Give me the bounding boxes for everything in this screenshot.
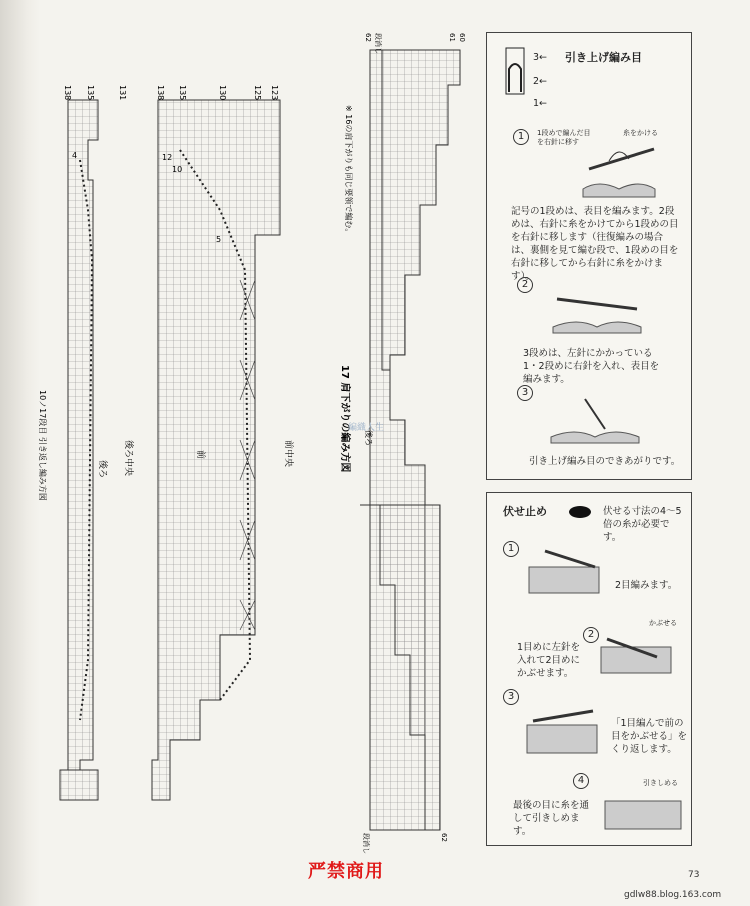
pull-up-step1-num: 1 [513, 129, 529, 145]
shoulder-top-2: 61 [448, 33, 456, 42]
pull-up-step3-num: 3 [517, 385, 533, 401]
site-url: gdlw88.blog.163.com [624, 890, 722, 900]
shoulder-chart [320, 25, 480, 854]
left-count-7: 123 [270, 85, 279, 101]
pull-up-title: 引き上げ編み目 [565, 51, 642, 64]
pull-up-row-3: 3← [533, 52, 548, 63]
pull-up-step2-num: 2 [517, 277, 533, 293]
left-row-mark-0: 4 [72, 151, 78, 160]
left-count-1: 135 [86, 85, 95, 101]
left-count-3: 138 [156, 85, 165, 101]
pull-up-step1-illustration [579, 139, 659, 199]
bind-off-title: 伏せ止め [503, 505, 547, 518]
shoulder-top-1: 段消し [374, 33, 382, 54]
front-center-label: 前中央 [283, 440, 293, 468]
pull-up-step2-illustration [547, 279, 647, 335]
shoulder-top-3: 60 [458, 33, 466, 42]
bind-off-intro: 伏せる寸法の4〜5倍の糸が必要です。 [603, 506, 682, 543]
left-row-mark-2: 10 [172, 165, 183, 174]
left-knitting-chart [40, 60, 310, 830]
bind-off-step4-illustration [601, 783, 687, 839]
stamp: 編織人生 [348, 423, 385, 433]
pull-up-row-2: 2← [533, 76, 548, 87]
left-count-2: 131 [118, 85, 127, 101]
pull-up-symbol-icon [505, 47, 525, 95]
left-row-mark-3: 5 [216, 235, 222, 244]
bind-off-step2-illustration [597, 627, 677, 677]
left-count-6: 125 [253, 85, 262, 101]
pull-up-step3-text: 引き上げ編み目のできあがりです。 [529, 456, 681, 467]
front-label: 前 [195, 450, 205, 460]
pull-up-stitch-box [486, 32, 692, 480]
bind-off-step4-tag: 引きしめる [643, 779, 678, 787]
left-row-mark-1: 12 [162, 153, 173, 162]
bind-off-step1-num: 1 [503, 541, 519, 557]
bind-off-step2-text: 1目めに左針を入れて2目めにかぶせます。 [517, 642, 581, 679]
shoulder-note: ※ 16の肩下がりも同じ要領で編む。 [344, 105, 353, 237]
bind-off-step2-tag: かぶせる [649, 619, 677, 627]
back-chart-grid [68, 100, 98, 770]
back-label: 後ろ [97, 460, 107, 479]
back-center-label: 後ろ中央 [123, 440, 133, 477]
left-count-0: 138 [63, 85, 72, 101]
bind-off-step1-text: 2目編みます。 [615, 580, 678, 591]
left-count-4: 135 [178, 85, 187, 101]
bind-off-step2-num: 2 [583, 627, 599, 643]
left-chart-caption: 10ノ17段目 引き返し編み方図 [38, 390, 47, 501]
left-count-5: 130 [218, 85, 227, 101]
bind-off-step3-illustration [523, 701, 603, 757]
bind-off-step4-num: 4 [573, 773, 589, 789]
shoulder-chart-title: 17 肩下がりの編み方図 [339, 365, 350, 473]
bind-off-symbol-icon [565, 505, 595, 519]
shoulder-back-label: 後ろ [364, 430, 373, 446]
bind-off-box [486, 492, 692, 846]
pull-up-step2-text: 3段めは、左針にかかっている1・2段めに右針を入れ、表目を編みます。 [523, 348, 660, 385]
pull-up-step1-text: 記号の1段めは、表目を編みます。2段めは、右針に糸をかけてから1段めの目を右針に移します（往復編みの場合は、裏側を見て編む段で、1段めの目を右針に移してから右針に糸をかけます）。 [511, 206, 679, 282]
pull-up-row-1: 1← [533, 98, 548, 109]
shoulder-bottom-1: 62 [440, 833, 448, 842]
page-number: 73 [688, 870, 700, 880]
bind-off-step3-num: 3 [503, 689, 519, 705]
pull-up-step1-tag: 糸をかける [623, 129, 658, 137]
book-gutter [0, 0, 40, 906]
bind-off-step4-text: 最後の目に糸を通して引きしめます。 [513, 800, 590, 837]
bind-off-step1-illustration [525, 547, 605, 597]
pull-up-step1-label: 1段めで編んだ目を右針に移す [537, 129, 591, 146]
shoulder-bottom-0: 段消し [362, 833, 370, 854]
watermark: 严禁商用 [308, 861, 384, 882]
bind-off-step3-text: 「1目編んで前の目をかぶせる」をくり返します。 [611, 718, 688, 755]
shoulder-top-0: 62 [364, 33, 372, 42]
pull-up-step3-illustration [545, 389, 645, 445]
